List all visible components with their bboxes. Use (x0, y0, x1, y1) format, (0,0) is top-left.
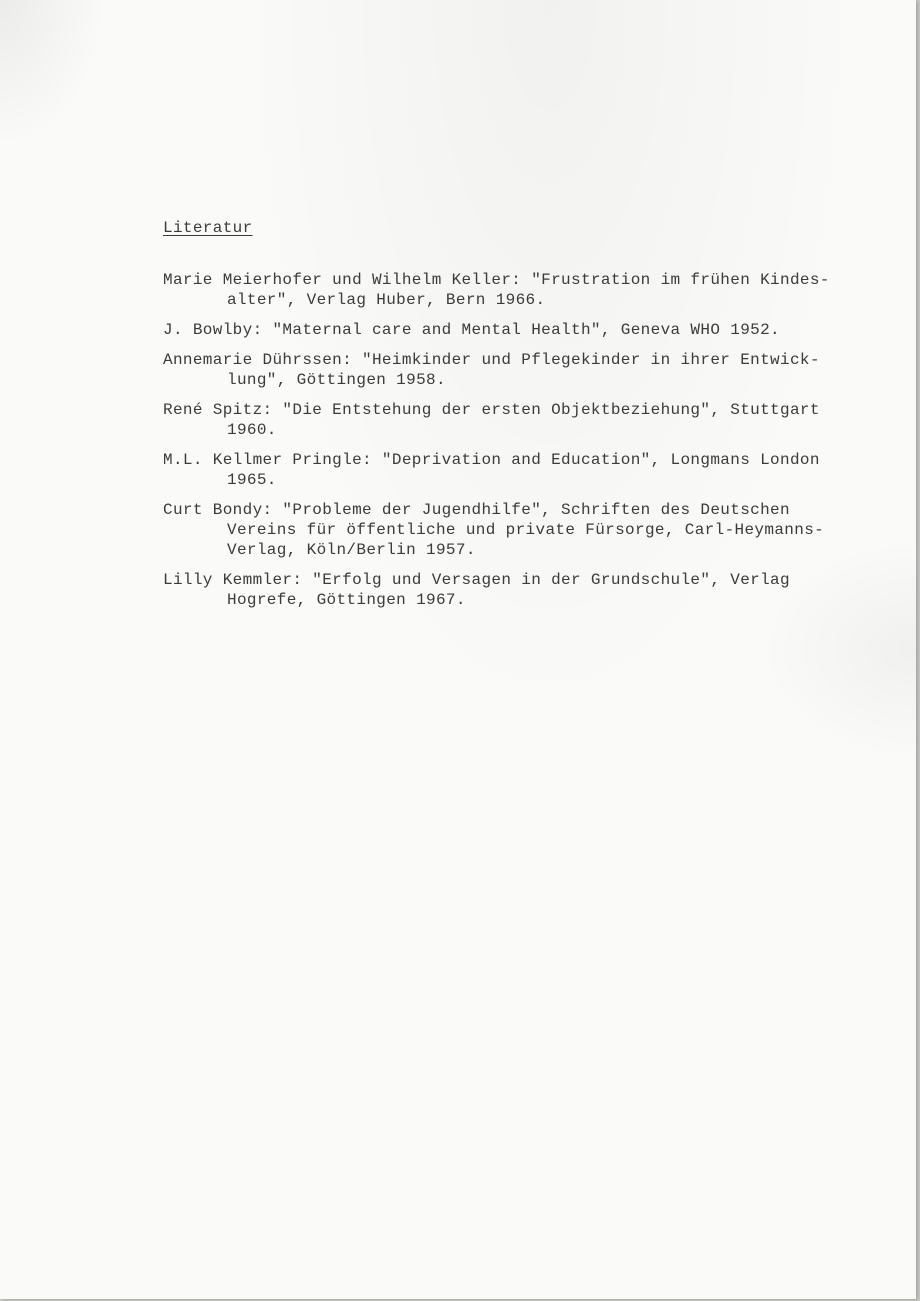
entry-line: Lilly Kemmler: "Erfolg und Versagen in der Grundschule", Verlag (163, 571, 790, 589)
bibliography-entry (163, 270, 893, 320)
entry-line: Marie Meierhofer und Wilhelm Keller: "Frustration im frühen Kindes- (163, 271, 830, 289)
entry-continuation-line: alter", Verlag Huber, Bern 1966. (227, 291, 546, 309)
entry-line: Annemarie Dührssen: "Heimkinder und Pflegekinder in ihrer Entwick- (163, 351, 820, 369)
bibliography-entry (163, 570, 893, 620)
entry-continuation-line: Verlag, Köln/Berlin 1957. (227, 541, 476, 559)
bibliography-list (163, 270, 893, 620)
entry-line: J. Bowlby: "Maternal care and Mental Health", Geneva WHO 1952. (163, 321, 780, 339)
entry-continuation-line: 1965. (227, 471, 277, 489)
entry-line: M.L. Kellmer Pringle: "Deprivation and Education", Longmans London (163, 451, 820, 469)
bibliography-entry (163, 400, 893, 450)
bibliography-entry (163, 320, 893, 350)
bibliography-entry (163, 450, 893, 500)
bibliography-entry (163, 350, 893, 400)
page-title: Literatur (163, 219, 253, 237)
entry-continuation-line: 1960. (227, 421, 277, 439)
entry-line: Curt Bondy: "Probleme der Jugendhilfe", Schriften des Deutschen (163, 501, 790, 519)
entry-line: René Spitz: "Die Entstehung der ersten Objektbeziehung", Stuttgart (163, 401, 820, 419)
entry-continuation-line: Hogrefe, Göttingen 1967. (227, 591, 466, 609)
entry-continuation-line: Vereins für öffentliche und private Fürsorge, Carl-Heymanns- (227, 521, 825, 539)
bibliography-entry (163, 500, 893, 570)
entry-continuation-line: lung", Göttingen 1958. (227, 371, 446, 389)
